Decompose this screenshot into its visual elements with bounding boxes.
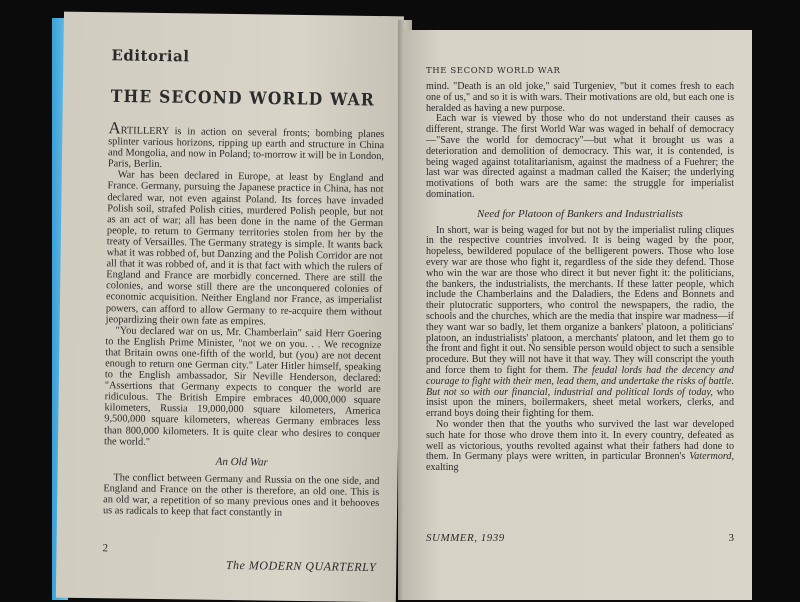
paragraph: In short, war is being waged for but not by the imperialist ruling cliques in the respective countries involved. It is being waged by the poor, hopeless, bewildered populace of the belligerent powers. Those who lose every war are those who fight it, regardless of the side they defend. Those who win the war are those who direct it but never fight it: the politicians, the bankers, the industrialists, the merchants. If these latter people, which include the Chamberlains and the Daladiers, the Edens and Bonnets and their plutocratic supporters, who control the newspapers, the radio, the schools and the churches, which are the media that inspire war madness—if they want war so badly, let them organize a bankers' platoon, a politicians' platoon, an industrialists' platoon, a merchants' platoon, and let them go to the front and fight it out. No sensible person would object to such a sensible procedure. But they will not have it that way. They will conscript the youth and force them to fight for them. The feudal lords had the decency and courage to fight with their men, lead them, and undertake the risks of battle. But not so with our financial, industrial and political lords of today, who insist upon the miners, boilermakers, sheet metal workers, clerks, and errand boys doing their fighting for them. — [426, 224, 734, 420]
right-page — [404, 30, 752, 600]
paragraph: Each war is viewed by those who do not understand their causes as different, strange. The first World War was waged in behalf of democracy—"Save the world for democracy"—but what it brought us was a deterioration and demolition of democracy. This war, it is contended, is being waged against totalitarianism, against the madness of a Fuehrer; the last war was directed against a madman called the Kaiser; the underlying motivations of both wars are the same: the struggle for imperialist domination. — [426, 113, 734, 200]
running-head: THE SECOND WORLD WAR — [426, 66, 561, 76]
paragraph: "You declared war on us, Mr. Chamberlain" said Herr Goering to the English Prime Minister, "not we on you. . . We recognize that Britain owns one-fifth of the world, but (you) are not decent enough to return one German city." Later Hitler himself, speaking to the English ambassador, Sir Neville Henderson, declared: "Assertions that Germany expects to conquer the world are ridiculous. The British Empire embraces 40,000,000 square kilometers, Russia 19,000,000 square kilometers, America 9,500,000 square kilometers, whereas Germany embraces less than 800,000 kilometers. It is quite clear who desires to conquer the world." — [103, 325, 382, 448]
left-page — [56, 12, 404, 602]
subhead: Need for Platoon of Bankers and Industrialists — [477, 207, 683, 220]
paragraph: War has been declared in Europe, at least by England and France. Germany, pursuing the Japanese practice in China, has not declared war, not even against Poland. Its forces have invaded Polish soil, strafed Polish cities, murdered Polish people, but not as an act of war; all has been done in the name of the German people, to return to Germany territories stolen from her by the treaty of Versailles. The Germany strategy is simple. It wants back what it was robbed of, but Danzing and the Polish Corridor are not all that it was robbed of, and it is that fact with which the rulers of England and France are morbidly concerned. There are still the colonies, and worse still there are the unconquered colonies of economic acquisition. Neither England nor France, as imperialist powers, can afford to allow Germany to re-acquire them without jeopardizing their own fate as empires. — [105, 169, 384, 328]
article-title: THE SECOND WORLD WAR — [110, 85, 376, 110]
subhead: An Old War — [215, 455, 268, 469]
issue-date: SUMMER, 1939 — [426, 532, 505, 544]
paragraph: No wonder then that the youths who survived the last war developed such hate for those who drove them into it. In every country, defeated as well as victorious, youths revolted against what their fathers had done to them. In Germany plays were written, in particular Bronnen's Vatermord, exalting — [426, 418, 734, 474]
drop-cap: A — [108, 118, 121, 138]
right-body — [426, 82, 734, 474]
left-body — [95, 118, 385, 520]
paragraph: ARTILLERY is in action on several fronts; bombing planes splinter various horizons, ripping up earth and structure in China and Mongolia, and now in Poland; to-morrow it will be in London, Paris, Berlin. — [107, 118, 385, 171]
section-label: Editorial — [111, 46, 190, 66]
paragraph: The conflict between Germany and Russia on the one side, and England and France on the other is therefore, an old one. This is an old war, a repetition of so many previous ones and it behooves us as radicals to keep that fact constantly in — [102, 472, 380, 519]
page-number: 2 — [102, 542, 109, 555]
page-number: 3 — [728, 532, 734, 544]
paragraph: mind. "Death is an old joke," said Turgeniev, "but it comes fresh to each one of us," and so it is with wars. Their motivations are old, but each one is heralded as having a new purpose. — [426, 81, 734, 114]
left-footer — [102, 542, 377, 575]
journal-name: The MODERN QUARTERLY — [225, 557, 377, 575]
